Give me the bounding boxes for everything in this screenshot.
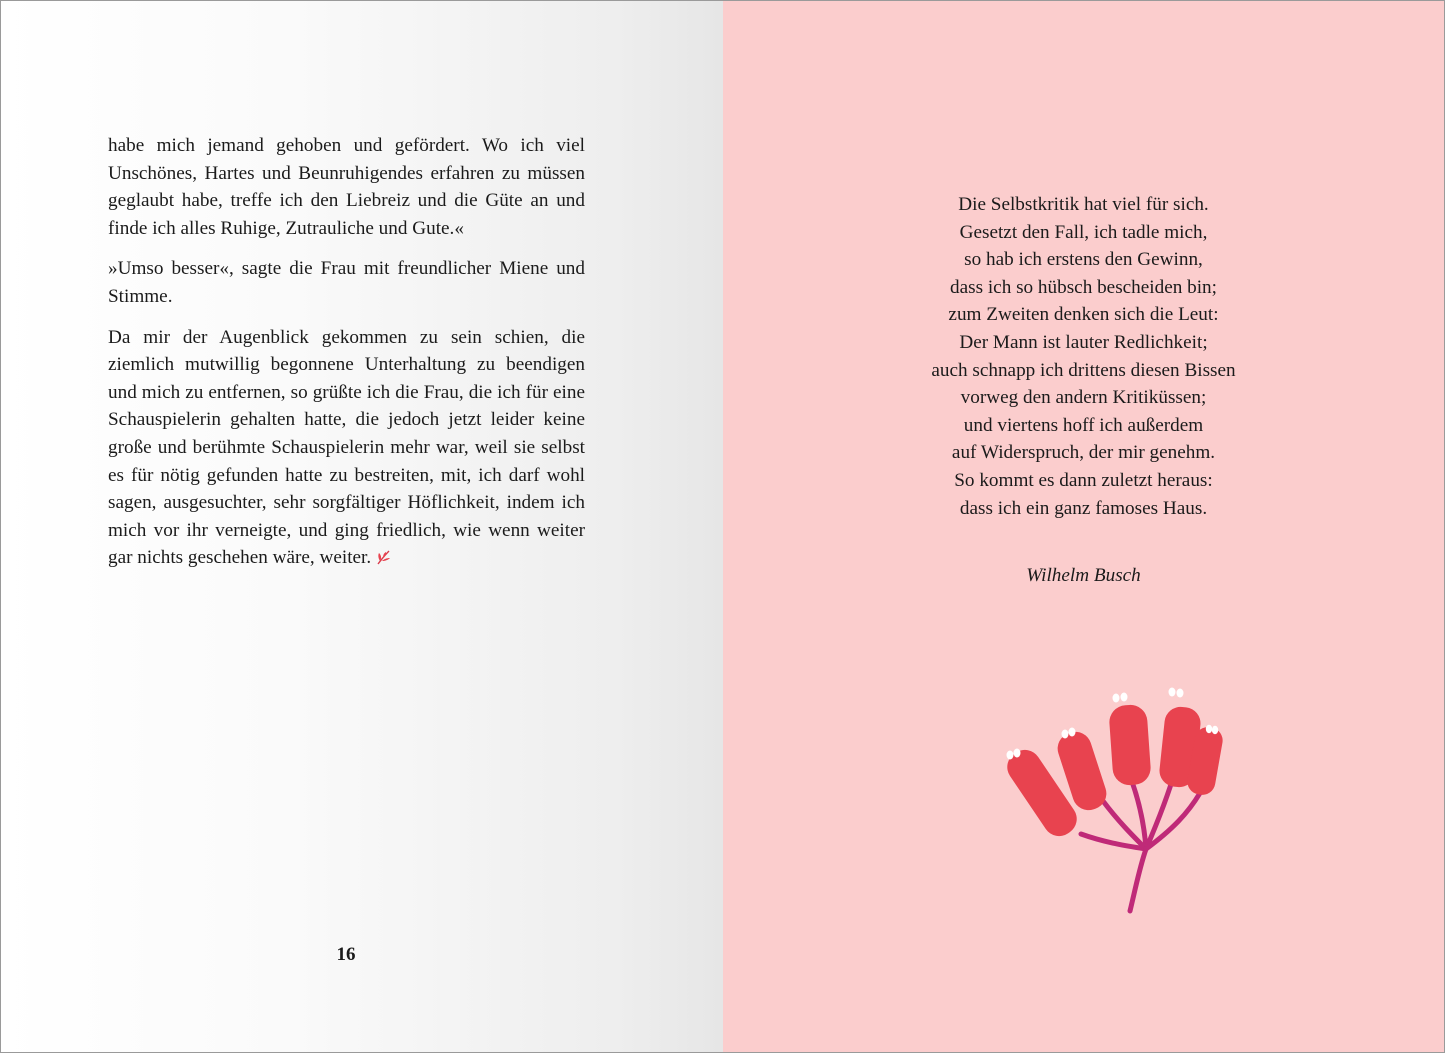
flower-illustration (978, 681, 1238, 921)
paragraph-2: »Umso besser«, sagte die Frau mit freundlicher Miene und Stimme. (108, 258, 585, 307)
paragraph-1: habe mich jemand gehoben und gefördert. Wo ich viel Unschönes, Hartes und Beunruhigendes erfahren zu müssen geglaubt habe, treffe ich den Liebreiz und die Güte an und finde ich alles Ruhige, Zutrauliche und Gute.« (108, 135, 585, 239)
poem-line: Der Mann ist lauter Redlichkeit; (959, 331, 1208, 353)
prose-text (108, 132, 585, 585)
poem (723, 191, 1444, 522)
leaf-sprig-icon (375, 549, 393, 565)
right-page (723, 1, 1444, 1052)
poem-line: Gesetzt den Fall, ich tadle mich, (959, 221, 1208, 243)
poem-line: Die Selbstkritik hat viel für sich. (958, 194, 1209, 215)
poem-line: vorweg den andern Kritiküssen; (960, 387, 1207, 409)
paragraph-3-text: Da mir der Augenblick gekommen zu sein schien, die ziemlich mutwillig begonnene Unterhaltung zu beendigen und mich zu entfernen, so grüßte ich die Frau, die ich für eine Schauspielerin gehalten hatte, die jedoch jetzt leider keine große und berühmte Schauspielerin mehr war, weil sie selbst es für nötig gefunden hatte zu bestreiten, mit, ich darf wohl sagen, ausgesuchter, sehr sorgfältiger Höflichkeit, indem ich mich vor ihr verneigte, und ging friedlich, wie wenn weiter gar nichts geschehen wäre, weiter. (108, 326, 585, 569)
poem-line: dass ich so hübsch bescheiden bin; (950, 276, 1217, 298)
left-page (1, 1, 723, 1052)
poem-author: Wilhelm Busch (1026, 565, 1141, 586)
poem-line: dass ich ein ganz famoses Haus. (959, 497, 1208, 519)
paragraph-3 (108, 324, 585, 572)
flower-buds (1001, 704, 1225, 843)
poem-line: so hab ich erstens den Gewinn, (964, 249, 1203, 271)
poem-line: und viertens hoff ich außerdem (963, 414, 1204, 436)
poem-line: auf Widerspruch, der mir genehm. (951, 442, 1216, 464)
poem-line: So kommt es dann zuletzt heraus: (954, 469, 1213, 491)
poem-line: auch schnapp ich drittens diesen Bissen (931, 359, 1236, 381)
poem-line: zum Zweiten denken sich die Leut: (948, 304, 1219, 326)
page-number: 16 (336, 944, 356, 965)
